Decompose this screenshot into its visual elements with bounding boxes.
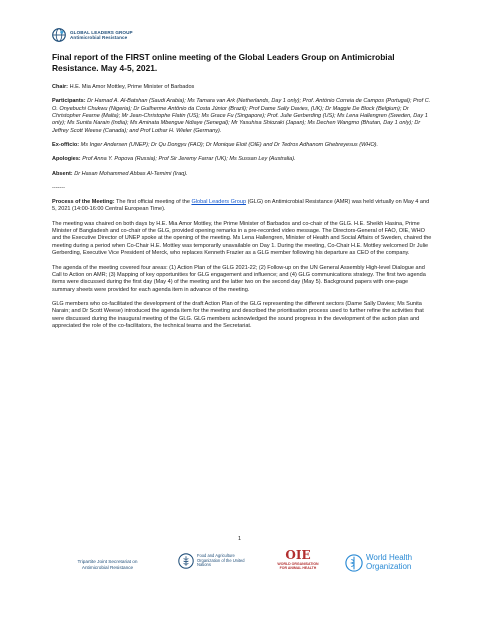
oie-logo [268,549,328,570]
report-body [52,52,432,337]
secretariat-line-2: Antimicrobial Resistance [81,565,134,571]
ex-officio-list: Ms Inger Andersen (UNEP); Dr Qu Dongyu (FAO); Dr Monique Eloit (OIE) and Dr Tedros Adhanom Ghebreyesus (WHO). [79,142,379,149]
participants-paragraph [52,98,432,135]
oie-line-2: FOR ANIMAL HEALTH [279,566,317,571]
glg-link[interactable]: Global Leaders Group [191,199,247,206]
report-title: Final report of the FIRST online meeting of the Global Leaders Group on Antimicrobial Resistance. May 4-5, 2021. [52,52,395,73]
participants-list: Dr Hamad A. Al-Batshan (Saudi Arabia); Ms Tamara van Ark (Netherlands, Day 1 only); Prof. António Correia de Campos (Portugal); Prof C. O. Onyebuchi Chukwu (Nigeria); Dr Guilherme Antônio da Costa Júnior (Brazil); Prof Dame Sally Davies, (UK); Dr Maggie De Block (Belgium); Dr Christopher Fearne (Malta); Mr Jean-Christophe Flatin (US); Ms Grace Fu (Singapore); Prof. Julie Gerberding (US); Ms Lena Hallengren (Sweden, Day 1 only); Ms Sunita Narain (India); Ms Aminata Mbengue Ndiaye (Senegal); Mr Yasuhisa Shiozaki (Japan); Ms Dechen Wangmo (Bhutan, Day 1 only); Dr Jeffrey Scott Weese (Canada); and Prof Lothar H. Wieler (Germany). [52,98,431,134]
logo-line-2: Antimicrobial Resistance [70,35,128,40]
who-logo [345,554,412,572]
absent-label: Absent: [52,170,73,177]
meeting-chair-paragraph: The meeting was chaired on both days by H.E. Mia Amor Mottley, the Prime Minister of Barbados and co-chair of the GLG. H.E. Sheikh Hasina, Prime Minister of Bangladesh and co-chair of the GLG, provided opening remarks in a pre-recorded video message. The Directors-General of FAO, OIE, WHO and the Executive Director of UNEP spoke at the opening of the meeting. Ms Lena Hallengren, Minister of Health and Social Affairs of Sweden, chaired the meeting during a period when Co-Chair H.E. Mottley was temporarily unavailable on Day 1. During the meeting, Co-Chair H.E. Mottley welcomed Dr Julie Gerberding, Executive Vice President of Merck, who replaces Kenneth Frazier as a GLG member following his departure as CEO of the company. [52,220,432,257]
footer-logos [0,548,479,593]
globe-icon [52,28,66,42]
apologies-list: Prof Anna Y. Popova (Russia); Prof Sir Jeremy Farrar (UK); Ms Sussan Ley (Australia). [80,156,296,163]
fao-emblem-icon [178,553,194,569]
ex-officio-label: Ex-officio: [52,142,80,149]
agenda-paragraph: The agenda of the meeting covered four areas: (1) Action Plan of the GLG 2021-22; (2) Follow-up on the UN General Assembly High-level Dialogue and Call to Action on AMR; (3) Mapping of key opportunities for GLG engagement and influence; and (4) GLG communications strategy. The first two agenda items were discussed during the first day (May 4) of the meeting and the latter two on the second day (May 5). Background papers with one-page summary sheets were provided for each agenda item in advance of the meeting. [52,264,426,293]
action-plan-paragraph: GLG members who co-facilitated the development of the draft Action Plan of the GLG representing the different sectors (Dame Sally Davies; Ms Sunita Narain; and Dr Scott Weese) introduced the agenda item for the meeting and described the prioritisation process used to further refine the activities that were discussed during the inaugural meeting of the GLG. GLG members acknowledged the sound progress in the development of the action plan and appreciated the role of the co-facilitators, the technical teams and the Secretariat. [52,300,424,329]
oie-mark: OIE [285,548,311,562]
fao-logo [178,553,257,569]
process-text-1: The first official meeting of the [114,199,192,206]
secretariat-line-1: Tripartite Joint Secretariat on [77,559,138,564]
section-separator: ------- [52,185,65,192]
participants-label: Participants: [52,98,86,105]
chair-line [52,84,432,91]
apologies-label: Apologies: [52,156,81,163]
who-emblem-icon [345,554,363,572]
logo-text [70,30,133,41]
ex-officio-paragraph [52,142,432,149]
chair-label: Chair: [52,84,69,90]
glg-amr-logo [52,28,133,42]
page-number: 1 [237,536,242,542]
absent-list: Dr Hasan Mohammed Abbas Al-Temimi (Iraq). [72,170,188,177]
chair-text: H.E. Mia Amor Mottley, Prime Minister of Barbados [68,84,195,90]
fao-name: Food and Agriculture Organization of the United Nations [197,552,245,568]
process-label: Process of the Meeting: [52,199,115,206]
who-line-1: World Health [366,553,413,563]
apologies-paragraph [52,156,432,163]
who-name [366,554,412,571]
absent-paragraph [52,171,432,178]
oie-line-1: WORLD ORGANISATION [277,562,319,566]
who-line-2: Organization [366,562,412,571]
logo-line-1: GLOBAL LEADERS GROUP [70,29,133,35]
tripartite-secretariat-label [60,559,155,571]
process-paragraph [52,199,432,214]
process-text-2: (GLG) on Antimicrobial Resistance (AMR) was held virtually on May 4 and 5, 2021 (14:00-16:00 Central European Time). [52,199,430,213]
